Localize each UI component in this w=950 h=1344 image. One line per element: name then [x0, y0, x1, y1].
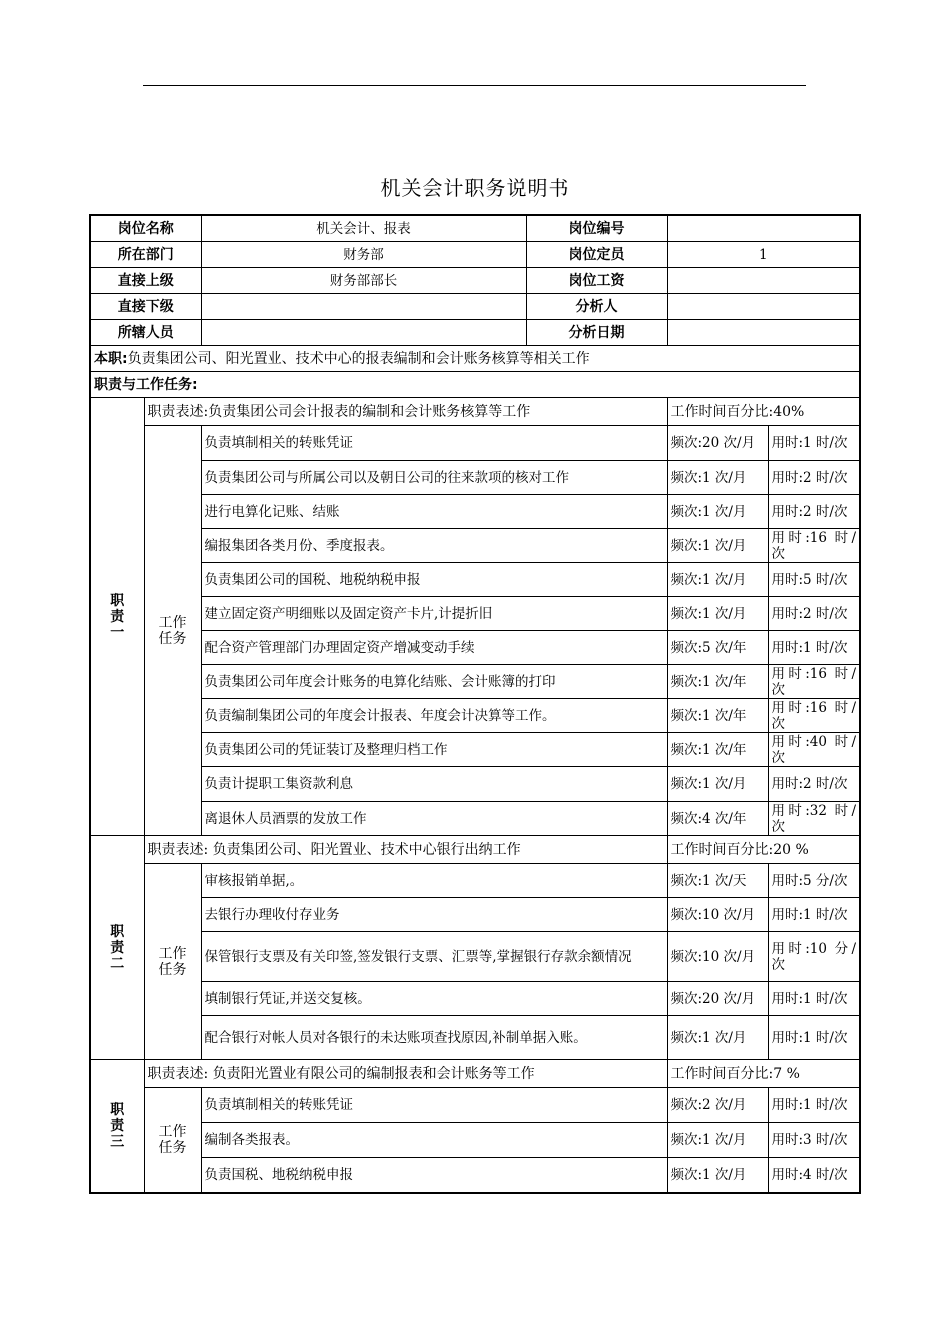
- task-frequency: 频次:1 次/月: [667, 1158, 768, 1193]
- field-value: 1: [667, 242, 860, 268]
- task-text: 配合资产管理部门办理固定资产增减变动手续: [201, 631, 667, 665]
- task-frequency: 频次:4 次/年: [667, 802, 768, 836]
- task-text: 负责填制相关的转账凭证: [201, 1088, 667, 1123]
- field-label: 直接上级: [90, 268, 201, 294]
- field-value: [667, 215, 860, 242]
- task-text: 建立固定资产明细账以及固定资产卡片,计提折旧: [201, 597, 667, 631]
- task-text: 审核报销单据,。: [201, 864, 667, 898]
- header-row: [90, 320, 860, 346]
- task-text: 负责填制相关的转账凭证: [201, 426, 667, 461]
- field-value: [201, 294, 526, 320]
- duty-name: 职 责 一: [90, 398, 144, 836]
- duty-time-percent: 工作时间百分比:40%: [667, 398, 860, 426]
- task-frequency: 频次:20 次/月: [667, 426, 768, 461]
- field-label: 所在部门: [90, 242, 201, 268]
- task-duration: 用时:2 时/次: [768, 597, 860, 631]
- task-row: [90, 529, 860, 563]
- benzhi-cell: [90, 346, 860, 372]
- task-frequency: 频次:1 次/月: [667, 767, 768, 802]
- field-label: 分析日期: [526, 320, 667, 346]
- task-row: [90, 495, 860, 529]
- task-duration: 用时:5 分/次: [768, 864, 860, 898]
- task-duration: 用时:40 时/次: [768, 733, 860, 767]
- task-text: 负责集团公司与所属公司以及朝日公司的往来款项的核对工作: [201, 461, 667, 495]
- task-frequency: 频次:2 次/月: [667, 1088, 768, 1123]
- document-title: 机关会计职务说明书: [380, 176, 570, 200]
- task-frequency: 频次:1 次/月: [667, 1123, 768, 1158]
- task-frequency: 频次:1 次/年: [667, 665, 768, 699]
- task-label: 工作 任务: [144, 426, 201, 836]
- task-duration: 用时:2 时/次: [768, 461, 860, 495]
- task-row: [90, 864, 860, 898]
- task-row: [90, 982, 860, 1016]
- task-frequency: 频次:1 次/月: [667, 529, 768, 563]
- task-frequency: 频次:1 次/天: [667, 864, 768, 898]
- task-frequency: 频次:1 次/月: [667, 461, 768, 495]
- duties-header: 职责与工作任务:: [90, 372, 860, 398]
- task-row: [90, 631, 860, 665]
- task-text: 负责集团公司的凭证装订及整理归档工作: [201, 733, 667, 767]
- field-value: 财务部部长: [201, 268, 526, 294]
- field-label: 直接下级: [90, 294, 201, 320]
- task-text: 进行电算化记账、结账: [201, 495, 667, 529]
- task-frequency: 频次:1 次/月: [667, 597, 768, 631]
- task-row: [90, 733, 860, 767]
- task-duration: 用时:1 时/次: [768, 426, 860, 461]
- task-label: 工作 任务: [144, 864, 201, 1060]
- task-duration: 用时:16 时/次: [768, 529, 860, 563]
- task-row: [90, 898, 860, 932]
- task-duration: 用时:1 时/次: [768, 898, 860, 932]
- task-text: 编报集团各类月份、季度报表。: [201, 529, 667, 563]
- duty-time-percent: 工作时间百分比:7 %: [667, 1060, 860, 1088]
- task-row: [90, 563, 860, 597]
- task-duration: 用时:32 时/次: [768, 802, 860, 836]
- task-duration: 用时:16 时/次: [768, 665, 860, 699]
- task-duration: 用时:4 时/次: [768, 1158, 860, 1193]
- task-frequency: 频次:1 次/月: [667, 495, 768, 529]
- field-label: 分析人: [526, 294, 667, 320]
- field-label: 所辖人员: [90, 320, 201, 346]
- task-row: [90, 1088, 860, 1123]
- task-duration: 用时:16 时/次: [768, 699, 860, 733]
- task-text: 负责集团公司的国税、地税纳税申报: [201, 563, 667, 597]
- task-frequency: 频次:5 次/年: [667, 631, 768, 665]
- task-frequency: 频次:1 次/年: [667, 733, 768, 767]
- field-label: 岗位工资: [526, 268, 667, 294]
- task-text: 负责集团公司年度会计账务的电算化结账、会计账簿的打印: [201, 665, 667, 699]
- field-label: 岗位编号: [526, 215, 667, 242]
- benzhi-label: 本职:: [94, 350, 128, 367]
- duty-name: 职 责 三: [90, 1060, 144, 1193]
- task-text: 负责国税、地税纳税申报: [201, 1158, 667, 1193]
- job-description-table: [89, 214, 861, 1194]
- duty-description-row: [90, 398, 860, 426]
- field-value: 机关会计、报表: [201, 215, 526, 242]
- task-duration: 用时:2 时/次: [768, 495, 860, 529]
- header-rule: [143, 85, 806, 86]
- task-text: 离退休人员酒票的发放工作: [201, 802, 667, 836]
- task-text: 去银行办理收付存业务: [201, 898, 667, 932]
- duty-time-percent: 工作时间百分比:20 %: [667, 836, 860, 864]
- field-value: [667, 294, 860, 320]
- task-row: [90, 597, 860, 631]
- task-text: 配合银行对帐人员对各银行的未达账项查找原因,补制单据入账。: [201, 1016, 667, 1060]
- task-duration: 用时:5 时/次: [768, 563, 860, 597]
- duty-description-row: [90, 836, 860, 864]
- task-duration: 用时:1 时/次: [768, 982, 860, 1016]
- header-row: [90, 268, 860, 294]
- duties-header-row: [90, 372, 860, 398]
- task-row: [90, 1158, 860, 1193]
- duty-description-row: [90, 1060, 860, 1088]
- task-text: 负责编制集团公司的年度会计报表、年度会计决算等工作。: [201, 699, 667, 733]
- task-duration: 用时:1 时/次: [768, 1088, 860, 1123]
- task-label: 工作 任务: [144, 1088, 201, 1193]
- task-duration: 用时:10 分/次: [768, 932, 860, 982]
- task-frequency: 频次:10 次/月: [667, 898, 768, 932]
- task-frequency: 频次:10 次/月: [667, 932, 768, 982]
- task-text: 负责计提职工集资款利息: [201, 767, 667, 802]
- task-text: 编制各类报表。: [201, 1123, 667, 1158]
- task-row: [90, 665, 860, 699]
- task-text: 填制银行凭证,并送交复核。: [201, 982, 667, 1016]
- field-value: 财务部: [201, 242, 526, 268]
- task-row: [90, 461, 860, 495]
- task-frequency: 频次:20 次/月: [667, 982, 768, 1016]
- task-row: [90, 699, 860, 733]
- task-frequency: 频次:1 次/月: [667, 1016, 768, 1060]
- field-value: [667, 320, 860, 346]
- task-row: [90, 1016, 860, 1060]
- benzhi-text: 负责集团公司、阳光置业、技术中心的报表编制和会计账务核算等相关工作: [127, 350, 590, 367]
- task-row: [90, 426, 860, 461]
- field-value: [201, 320, 526, 346]
- task-frequency: 频次:1 次/月: [667, 563, 768, 597]
- task-frequency: 频次:1 次/年: [667, 699, 768, 733]
- task-duration: 用时:1 时/次: [768, 1016, 860, 1060]
- field-value: [667, 268, 860, 294]
- benzhi-row: [90, 346, 860, 372]
- duty-description: 职责表述: 负责阳光置业有限公司的编制报表和会计账务等工作: [144, 1060, 667, 1088]
- task-row: [90, 767, 860, 802]
- field-label: 岗位名称: [90, 215, 201, 242]
- duty-name: 职 责 二: [90, 836, 144, 1060]
- task-text: 保管银行支票及有关印签,签发银行支票、汇票等,掌握银行存款余额情况: [201, 932, 667, 982]
- header-row: [90, 294, 860, 320]
- header-row: [90, 242, 860, 268]
- task-row: [90, 802, 860, 836]
- duty-description: 职责表述:负责集团公司会计报表的编制和会计账务核算等工作: [144, 398, 667, 426]
- task-row: [90, 1123, 860, 1158]
- header-row: [90, 215, 860, 242]
- task-duration: 用时:3 时/次: [768, 1123, 860, 1158]
- duty-description: 职责表述: 负责集团公司、阳光置业、技术中心银行出纳工作: [144, 836, 667, 864]
- task-duration: 用时:1 时/次: [768, 631, 860, 665]
- task-row: [90, 932, 860, 982]
- task-duration: 用时:2 时/次: [768, 767, 860, 802]
- field-label: 岗位定员: [526, 242, 667, 268]
